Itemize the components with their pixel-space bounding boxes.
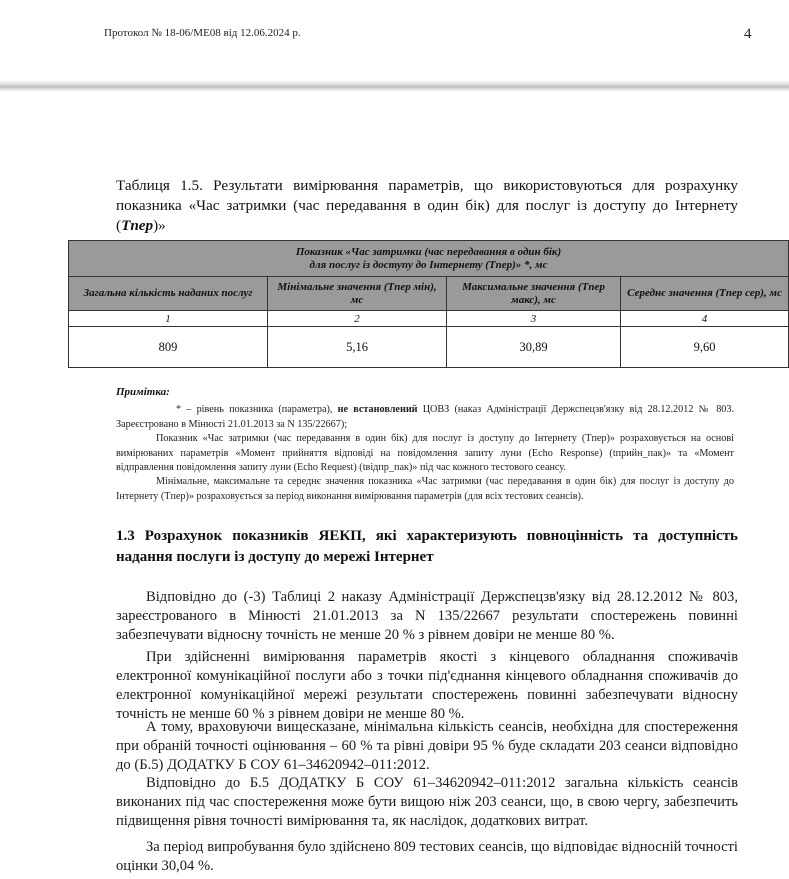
header-min-value: Мінімальне значення (Tпер мін), мс: [268, 277, 447, 311]
note-paragraph-2: Показник «Час затримки (час передавання в один бік) для послуг із доступу до Інтернету (Tпер)» розраховується на основі вимірюваних параметрів «Момент прийняття відповіді на повідомлення запиту луни (Echo Response) (tприйн_пак)» та «Момент відправлення повідомлення запиту луни (Echo Request) (tвідпр_пак)» під час кожного тестового сеансу.: [116, 433, 734, 474]
caption-symbol: Tпер: [121, 217, 154, 234]
results-table: [68, 240, 789, 368]
table-caption: Таблиця 1.5. Результати вимірювання параметрів, що використовуються для розрахунку показника «Час затримки (час передавання в один бік) для послуг із доступу до Інтернету (Tпер)»: [116, 177, 738, 234]
header-avg-value: Середнє значення (Tпер сер), мс: [621, 277, 789, 311]
paragraph-2: При здійсненні вимірювання параметрів якості з кінцевого обладнання споживачів електронної комунікаційної послуги або з точки під'єднання кінцевого обладнання споживачів до електронної комунікаційної мережі результати спостережень повинні забезпечувати відносну точність не менше 60 % з рівнем довіри не менше 80 %.: [116, 649, 738, 722]
section-heading: 1.3 Розрахунок показників ЯЕКП, які характеризують повноцінність та доступність надання послуги із доступу до мережі Інтернет: [116, 528, 738, 565]
min-value: 5,16: [268, 327, 447, 368]
page-number: 4: [744, 26, 752, 42]
max-value: 30,89: [447, 327, 621, 368]
note-line-1: * – рівень показника (параметра), не встановлений ЦОВЗ (наказ Адміністрації Держспецзв'язку від 28.12.2012 № 803. Зареєстровано в Мінюсті 21.01.2013 за N 135/22667);: [116, 404, 735, 430]
protocol-header: Протокол № 18-06/МЕ08 від 12.06.2024 р.: [104, 27, 301, 39]
paragraph-3: А тому, враховуючи вищесказане, мінімальна кількість сеансів, необхідна для спостереження при обраній точності оцінювання – 60 % та рівні довіри 95 % буде складати 203 сеанси відповідно до (Б.5) ДОДАТКУ Б СОУ 61–34620942–011:2012.: [116, 719, 738, 773]
table-row: [69, 327, 789, 368]
note-title: Примітка:: [116, 386, 170, 398]
header-max-value: Максимальне значення (Tпер макс), мс: [447, 277, 621, 311]
header-divider: [0, 80, 789, 92]
paragraph-5: За період випробування було здійснено 809 тестових сеансів, що відповідає відносній точності оцінки 30,04 %.: [116, 839, 738, 874]
table-title: Показник «Час затримки (час передавання в один бік) для послуг із доступу до Інтернету (Tпер)» *, мс: [69, 241, 789, 277]
avg-value: 9,60: [621, 327, 789, 368]
column-number-row: 1 2 3 4: [69, 311, 789, 327]
note-paragraph-3: Мінімальне, максимальне та середнє значення показника «Час затримки (час передавання в один бік) для послуг із доступу до Інтернету (Tпер)» розраховується за період виконання вимірювання параметрів (для всіх тестових сеансів).: [116, 476, 734, 502]
paragraph-1: Відповідно до (-3) Таблиці 2 наказу Адміністрації Держспецзв'язку від 28.12.2012 № 803, зареєстрованого в Мінюсті 21.01.2013 за N 135/22667 результати спостережень повинні забезпечувати відносну точність не менше 20 % з рівнем довіри не менше 80 %.: [116, 589, 738, 643]
total-services-value: 809: [69, 327, 268, 368]
header-total-services: Загальна кількість наданих послуг: [69, 277, 268, 311]
paragraph-4: Відповідно до Б.5 ДОДАТКУ Б СОУ 61–34620942–011:2012 загальна кількість сеансів виконаних під час спостереження може бути вищою ніж 203 сеанси, що, в свою чергу, забезпечить підвищення рівня точності вимірювання та, як наслідок, додаткових витрат.: [116, 775, 738, 829]
